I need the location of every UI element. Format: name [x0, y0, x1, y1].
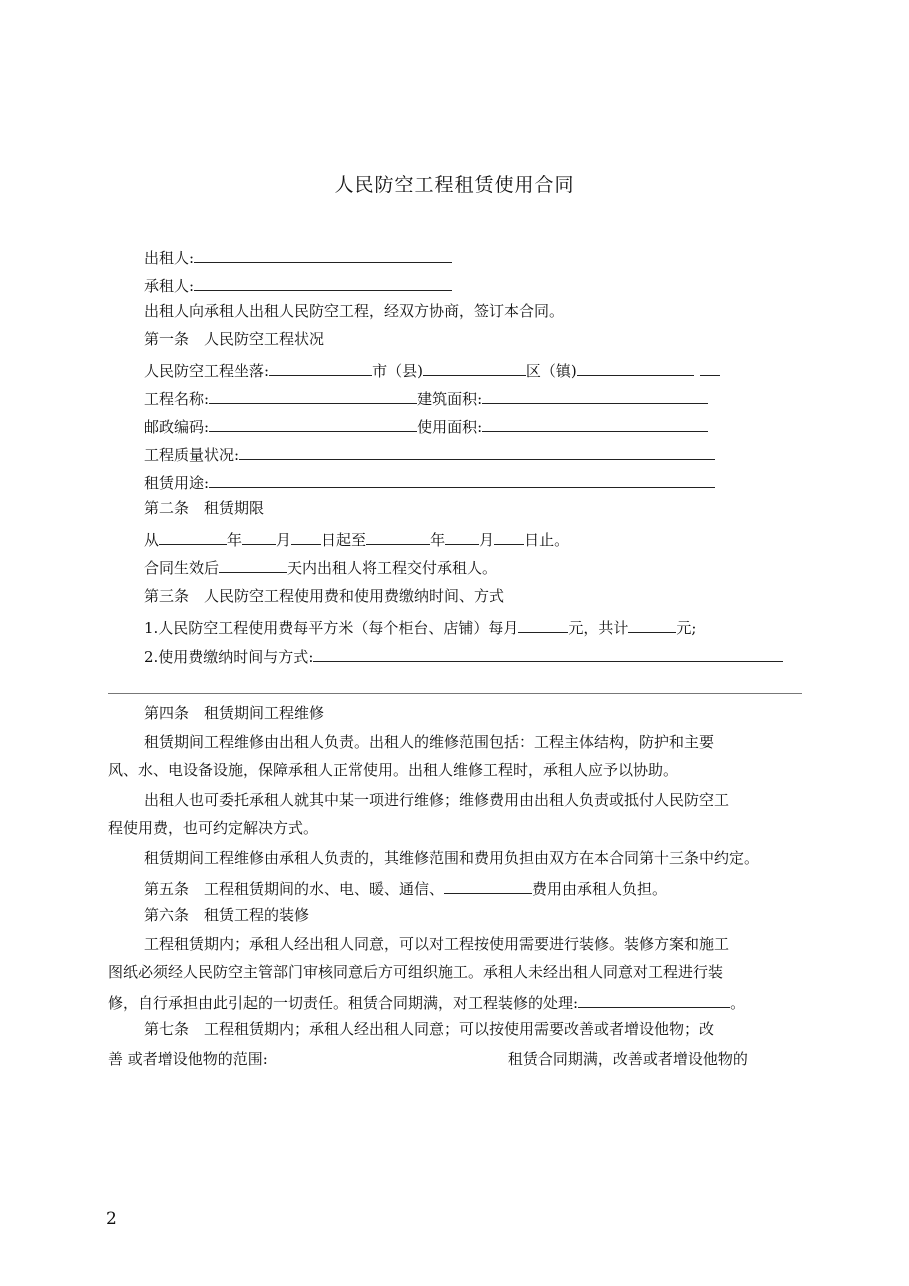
article-1-heading: 第一条 人民防空工程状况 — [144, 330, 325, 348]
purpose-line — [144, 470, 715, 493]
start-month-field[interactable] — [242, 527, 276, 545]
postcode-line — [144, 414, 708, 437]
article-6-end: 。 — [730, 994, 746, 1012]
improvement-scope-field[interactable] — [268, 1047, 508, 1064]
end-year-field[interactable] — [366, 527, 430, 545]
postcode-field[interactable] — [209, 414, 417, 432]
fee1-label-c: 元; — [676, 619, 697, 637]
divider — [108, 693, 802, 694]
end-day-field[interactable] — [494, 527, 524, 545]
article-4-para-3: 租赁期间工程维修由承租人负责的，其维修范围和费用负担由双方在本合同第十三条中约定。 — [144, 849, 760, 867]
quality-line — [144, 442, 715, 465]
location-line — [144, 358, 720, 381]
party-b-line — [144, 273, 452, 296]
city-field[interactable] — [423, 358, 526, 376]
article-4-para-2b: 程使用费，也可约定解决方式。 — [108, 819, 319, 837]
quality-field[interactable] — [239, 442, 715, 460]
article-6-para-b: 图纸必须经人民防空主管部门审核同意后方可组织施工。承租人未经出租人同意对工程进行装 — [108, 963, 724, 981]
fee-per-sqm-field[interactable] — [518, 615, 568, 633]
article-4-para-1b: 风、水、电设备设施，保障承租人正常使用。出租人维修工程时，承租人应予以协助。 — [108, 761, 679, 779]
period-from: 从 — [144, 531, 160, 549]
day-from-label: 日起至 — [321, 531, 367, 549]
month-label: 月 — [276, 531, 292, 549]
fee2-label: 2.使用费缴纳时间与方式: — [144, 648, 314, 666]
end-month-field[interactable] — [445, 527, 479, 545]
project-name-field[interactable] — [209, 386, 417, 404]
delivery-days-field[interactable] — [219, 555, 287, 573]
party-a-line — [144, 245, 452, 268]
year-label: 年 — [227, 531, 243, 549]
postcode-label: 邮政编码: — [144, 418, 210, 436]
period-line — [144, 527, 569, 550]
article-5-field[interactable] — [444, 876, 532, 894]
party-a-field[interactable] — [194, 245, 452, 263]
article-2-heading: 第二条 租赁期限 — [144, 499, 265, 517]
delivery-line — [144, 555, 497, 578]
party-b-label: 承租人: — [144, 277, 195, 295]
article-7-para-a: 第七条 工程租赁期内；承租人经出租人同意；可以按使用需要改善或者增设他物；改 — [144, 1020, 715, 1038]
month-label-2: 月 — [479, 531, 495, 549]
delivery-label-b: 天内出租人将工程交付承租人。 — [287, 559, 498, 577]
year-label-2: 年 — [430, 531, 446, 549]
use-area-field[interactable] — [482, 414, 708, 432]
article-7-label-b2: 租赁合同期满，改善或者增设他物的 — [507, 1050, 748, 1068]
article-6-para-c: 修，自行承担由此引起的一切责任。租赁合同期满，对工程装修的处理: — [108, 994, 579, 1012]
extra-field[interactable] — [700, 358, 720, 376]
decoration-handling-field[interactable] — [578, 990, 730, 1008]
page-number: 2 — [106, 1209, 117, 1229]
fee-method-field[interactable] — [313, 644, 783, 662]
article-6-para-a: 工程租赁期内；承租人经出租人同意，可以对工程按使用需要进行装修。装修方案和施工 — [144, 935, 730, 953]
intro-text: 出租人向承租人出租人民防空工程，经双方协商，签订本合同。 — [144, 302, 565, 320]
day-end-label: 日止。 — [524, 531, 570, 549]
quality-label: 工程质量状况: — [144, 446, 240, 464]
purpose-label: 租赁用途: — [144, 474, 210, 492]
article-6-line-c — [108, 990, 745, 1013]
city-label: 市（县) — [372, 362, 423, 380]
start-day-field[interactable] — [291, 527, 321, 545]
article-4-para-2a: 出租人也可委托承租人就其中某一项进行维修；维修费用由出租人负责或抵付人民防空工 — [144, 791, 730, 809]
fee-line-1 — [144, 615, 696, 638]
building-area-label: 建筑面积: — [417, 390, 483, 408]
article-3-heading: 第三条 人民防空工程使用费和使用费缴纳时间、方式 — [144, 587, 505, 605]
district-label: 区（镇) — [525, 362, 577, 380]
location-label: 人民防空工程坐落: — [144, 362, 270, 380]
building-area-field[interactable] — [482, 386, 708, 404]
location-field[interactable] — [269, 358, 372, 376]
article-5-label-a: 第五条 工程租赁期间的水、电、暖、通信、 — [144, 880, 445, 898]
delivery-label-a: 合同生效后 — [144, 559, 220, 577]
page-title: 人民防空工程租赁使用合同 — [334, 174, 575, 196]
start-year-field[interactable] — [159, 527, 227, 545]
article-4-para-1a: 租赁期间工程维修由出租人负责。出租人的维修范围包括：工程主体结构，防护和主要 — [144, 733, 715, 751]
purpose-field[interactable] — [209, 470, 715, 488]
fee1-label-b: 元，共计 — [568, 619, 629, 637]
party-a-label: 出租人: — [144, 249, 195, 267]
article-7-label-b1: 善 或者增设他物的范围: — [108, 1050, 268, 1068]
article-7-line-b — [108, 1047, 748, 1069]
article-6-heading: 第六条 租赁工程的装修 — [144, 906, 310, 924]
fee-total-field[interactable] — [628, 615, 676, 633]
article-5-line — [144, 876, 667, 899]
fee1-label-a: 1.人民防空工程使用费每平方米（每个柜台、店铺）每月 — [144, 619, 519, 637]
fee-line-2 — [144, 644, 783, 667]
project-name-label: 工程名称: — [144, 390, 210, 408]
article-5-label-b: 费用由承租人负担。 — [532, 880, 668, 898]
use-area-label: 使用面积: — [417, 418, 483, 436]
district-field[interactable] — [577, 358, 694, 376]
party-b-field[interactable] — [194, 273, 452, 291]
article-4-heading: 第四条 租赁期间工程维修 — [144, 704, 325, 722]
project-name-line — [144, 386, 708, 409]
